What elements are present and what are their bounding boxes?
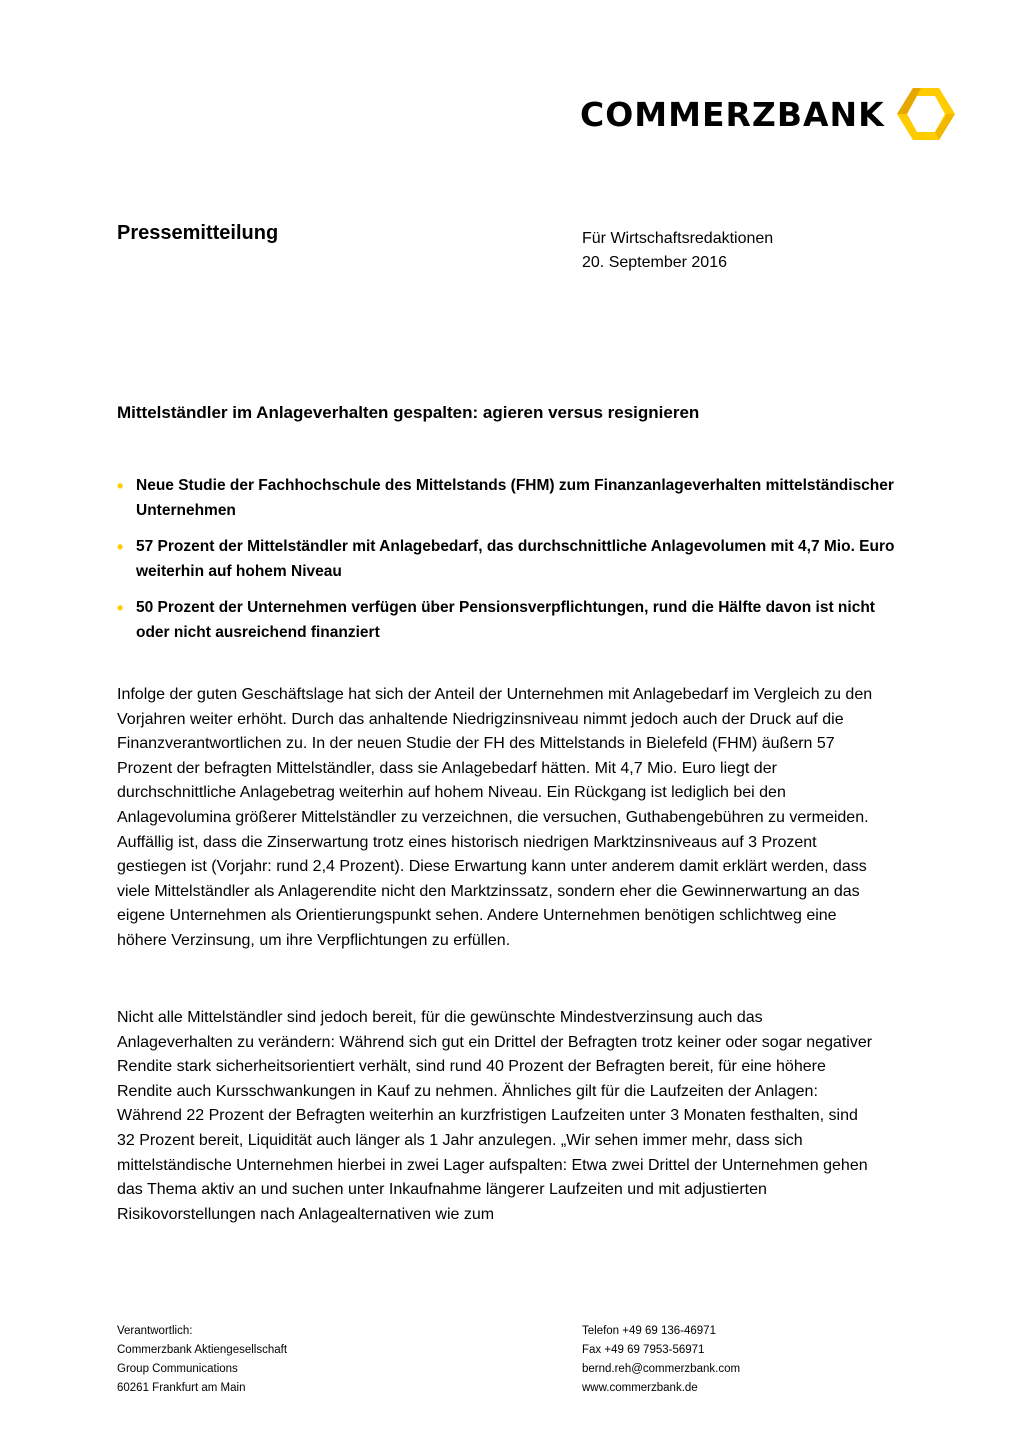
bullet-dot-icon: • <box>117 537 124 557</box>
key-point <box>117 474 907 523</box>
document-meta <box>582 227 773 275</box>
footer-phone: Telefon +49 69 136-46971 <box>582 1325 716 1337</box>
key-point <box>117 596 907 645</box>
brand-name: COMMERZBANK <box>580 94 885 134</box>
key-point-text: 50 Prozent der Unternehmen verfügen über Pensionsverpflichtungen, rund die Hälfte davon ist nicht oder nicht ausreichend finanziert <box>136 599 875 641</box>
footer-company: Commerzbank Aktiengesellschaft <box>117 1344 288 1356</box>
footer-department: Group Communications <box>117 1363 238 1375</box>
commerzbank-ribbon-icon <box>895 84 957 144</box>
headline: Mittelständler im Anlageverhalten gespalten: agieren versus resignieren <box>117 403 700 422</box>
footer-website: www.commerzbank.de <box>582 1382 698 1394</box>
audience-label: Für Wirtschaftsredaktionen <box>582 230 774 247</box>
footer-contact-left <box>117 1322 287 1398</box>
key-point <box>117 535 907 584</box>
body-paragraph-1: Infolge der guten Geschäftslage hat sich der Anteil der Unternehmen mit Anlagebedarf im Vergleich zu den Vorjahren weiter erhöht. Durch das anhaltende Niedrigzinsniveau nimmt jedoch auch der Druck auf die Finanzverantwortlichen zu. In der neuen Studie der FH des Mittelstands in Bielefeld (FHM) äußern 57 Prozent der befragten Mittelständler, dass sie Anlagebedarf hätten. Mit 4,7 Mio. Euro liegt der durchschnittliche Anlagebetrag weiterhin auf hohem Niveau. Ein Rückgang ist lediglich bei den Anlagevolumina größerer Mittelständler zu verzeichnen, die versuchen, Guthabengebühren zu vermeiden. Auffällig ist, dass die Zinserwartung trotz eines historisch niedrigen Marktzinsniveaus auf 3 Prozent gestiegen ist (Vorjahr: rund 2,4 Prozent). Diese Erwartung kann unter anderem damit erklärt werden, dass viele Mittelständler als Anlagerendite nicht den Marktzinssatz, sondern eher die Gewinnerwartung an das eigene Unternehmen als Orientierungspunkt sehen. Andere Unternehmen benötigen schlichtweg eine höhere Verzinsung, um ihre Verpflichtungen zu erfüllen. <box>117 686 873 949</box>
commerzbank-logo <box>580 84 957 144</box>
footer-responsible-label: Verantwortlich: <box>117 1325 193 1337</box>
document-title: Pressemitteilung <box>117 222 279 244</box>
key-point-text: 57 Prozent der Mittelständler mit Anlagebedarf, das durchschnittliche Anlagevolumen mit 4,7 Mio. Euro weiterhin auf hohem Niveau <box>136 538 895 580</box>
key-points-list <box>117 474 907 657</box>
footer-contact-right <box>582 1322 740 1398</box>
body-paragraph-2: Nicht alle Mittelständler sind jedoch bereit, für die gewünschte Mindestverzinsung auch das Anlageverhalten zu verändern: Während sich gut ein Drittel der Befragten trotz keiner oder sogar negativer Rendite stark sicherheitsorientiert verhält, sind rund 40 Prozent der Befragten bereit, für eine höhere Rendite auch Kursschwankungen in Kauf zu nehmen. Ähnliches gilt für die Laufzeiten der Anlagen: Während 22 Prozent der Befragten weiterhin an kurzfristigen Laufzeiten unter 3 Monaten festhalten, sind 32 Prozent bereit, Liquidität auch länger als 1 Jahr anzulegen. „Wir sehen immer mehr, dass sich mittelständische Unternehmen hierbei in zwei Lager aufspalten: Etwa zwei Drittel der Unternehmen gehen das Thema aktiv an und suchen unter Inkaufnahme längerer Laufzeiten und mit adjustierten Risikovorstellungen nach Anlagealternativen wie zum <box>117 1009 873 1223</box>
footer-address: 60261 Frankfurt am Main <box>117 1382 246 1394</box>
footer-email: bernd.reh@commerzbank.com <box>582 1363 741 1375</box>
key-point-text: Neue Studie der Fachhochschule des Mittelstands (FHM) zum Finanzanlageverhalten mittelständischer Unternehmen <box>136 477 894 519</box>
release-date: 20. September 2016 <box>582 254 727 271</box>
bullet-dot-icon: • <box>117 598 124 618</box>
bullet-dot-icon: • <box>117 476 124 496</box>
footer-fax: Fax +49 69 7953-56971 <box>582 1344 705 1356</box>
